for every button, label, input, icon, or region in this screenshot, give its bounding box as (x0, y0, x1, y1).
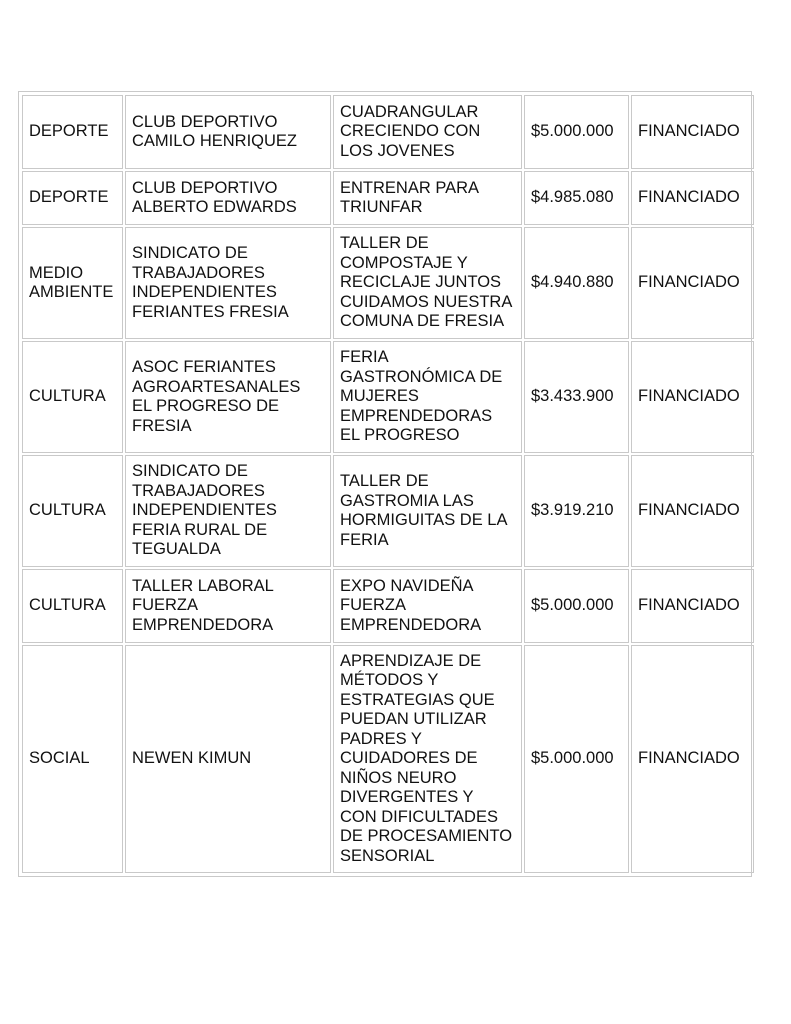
table-row (22, 95, 754, 169)
amount-cell: $4.985.080 (524, 171, 629, 225)
projects-table-grid (20, 93, 756, 875)
project-cell: EXPO NAVIDEÑA FUERZA EMPRENDEDORA (333, 569, 522, 643)
amount-cell: $4.940.880 (524, 227, 629, 339)
area-cell: DEPORTE (22, 171, 123, 225)
status-cell: FINANCIADO (631, 341, 754, 453)
project-cell: FERIA GASTRONÓMICA DE MUJERES EMPRENDEDORAS EL PROGRESO (333, 341, 522, 453)
area-cell: DEPORTE (22, 95, 123, 169)
amount-cell: $3.919.210 (524, 455, 629, 567)
organization-cell: SINDICATO DE TRABAJADORES INDEPENDIENTES FERIANTES FRESIA (125, 227, 331, 339)
area-cell: CULTURA (22, 455, 123, 567)
area-cell: MEDIO AMBIENTE (22, 227, 123, 339)
project-cell: TALLER DE GASTROMIA LAS HORMIGUITAS DE LA FERIA (333, 455, 522, 567)
amount-cell: $3.433.900 (524, 341, 629, 453)
status-cell: FINANCIADO (631, 569, 754, 643)
area-cell: CULTURA (22, 569, 123, 643)
project-cell: APRENDIZAJE DE MÉTODOS Y ESTRATEGIAS QUE PUEDAN UTILIZAR PADRES Y CUIDADORES DE NIÑOS NEURO DIVERGENTES Y CON DIFICULTADES DE PROCESAMIENTO SENSORIAL (333, 645, 522, 873)
status-cell: FINANCIADO (631, 95, 754, 169)
amount-cell: $5.000.000 (524, 569, 629, 643)
status-cell: FINANCIADO (631, 645, 754, 873)
organization-cell: TALLER LABORAL FUERZA EMPRENDEDORA (125, 569, 331, 643)
organization-cell: CLUB DEPORTIVO CAMILO HENRIQUEZ (125, 95, 331, 169)
table-row (22, 171, 754, 225)
organization-cell: ASOC FERIANTES AGROARTESANALES EL PROGRESO DE FRESIA (125, 341, 331, 453)
status-cell: FINANCIADO (631, 227, 754, 339)
table-row (22, 645, 754, 873)
status-cell: FINANCIADO (631, 171, 754, 225)
projects-table (18, 91, 752, 877)
area-cell: SOCIAL (22, 645, 123, 873)
organization-cell: SINDICATO DE TRABAJADORES INDEPENDIENTES FERIA RURAL DE TEGUALDA (125, 455, 331, 567)
project-cell: CUADRANGULAR CRECIENDO CON LOS JOVENES (333, 95, 522, 169)
table-row (22, 455, 754, 567)
project-cell: ENTRENAR PARA TRIUNFAR (333, 171, 522, 225)
table-row (22, 341, 754, 453)
organization-cell: CLUB DEPORTIVO ALBERTO EDWARDS (125, 171, 331, 225)
amount-cell: $5.000.000 (524, 645, 629, 873)
amount-cell: $5.000.000 (524, 95, 629, 169)
table-row (22, 227, 754, 339)
project-cell: TALLER DE COMPOSTAJE Y RECICLAJE JUNTOS CUIDAMOS NUESTRA COMUNA DE FRESIA (333, 227, 522, 339)
area-cell: CULTURA (22, 341, 123, 453)
table-row (22, 569, 754, 643)
organization-cell: NEWEN KIMUN (125, 645, 331, 873)
status-cell: FINANCIADO (631, 455, 754, 567)
